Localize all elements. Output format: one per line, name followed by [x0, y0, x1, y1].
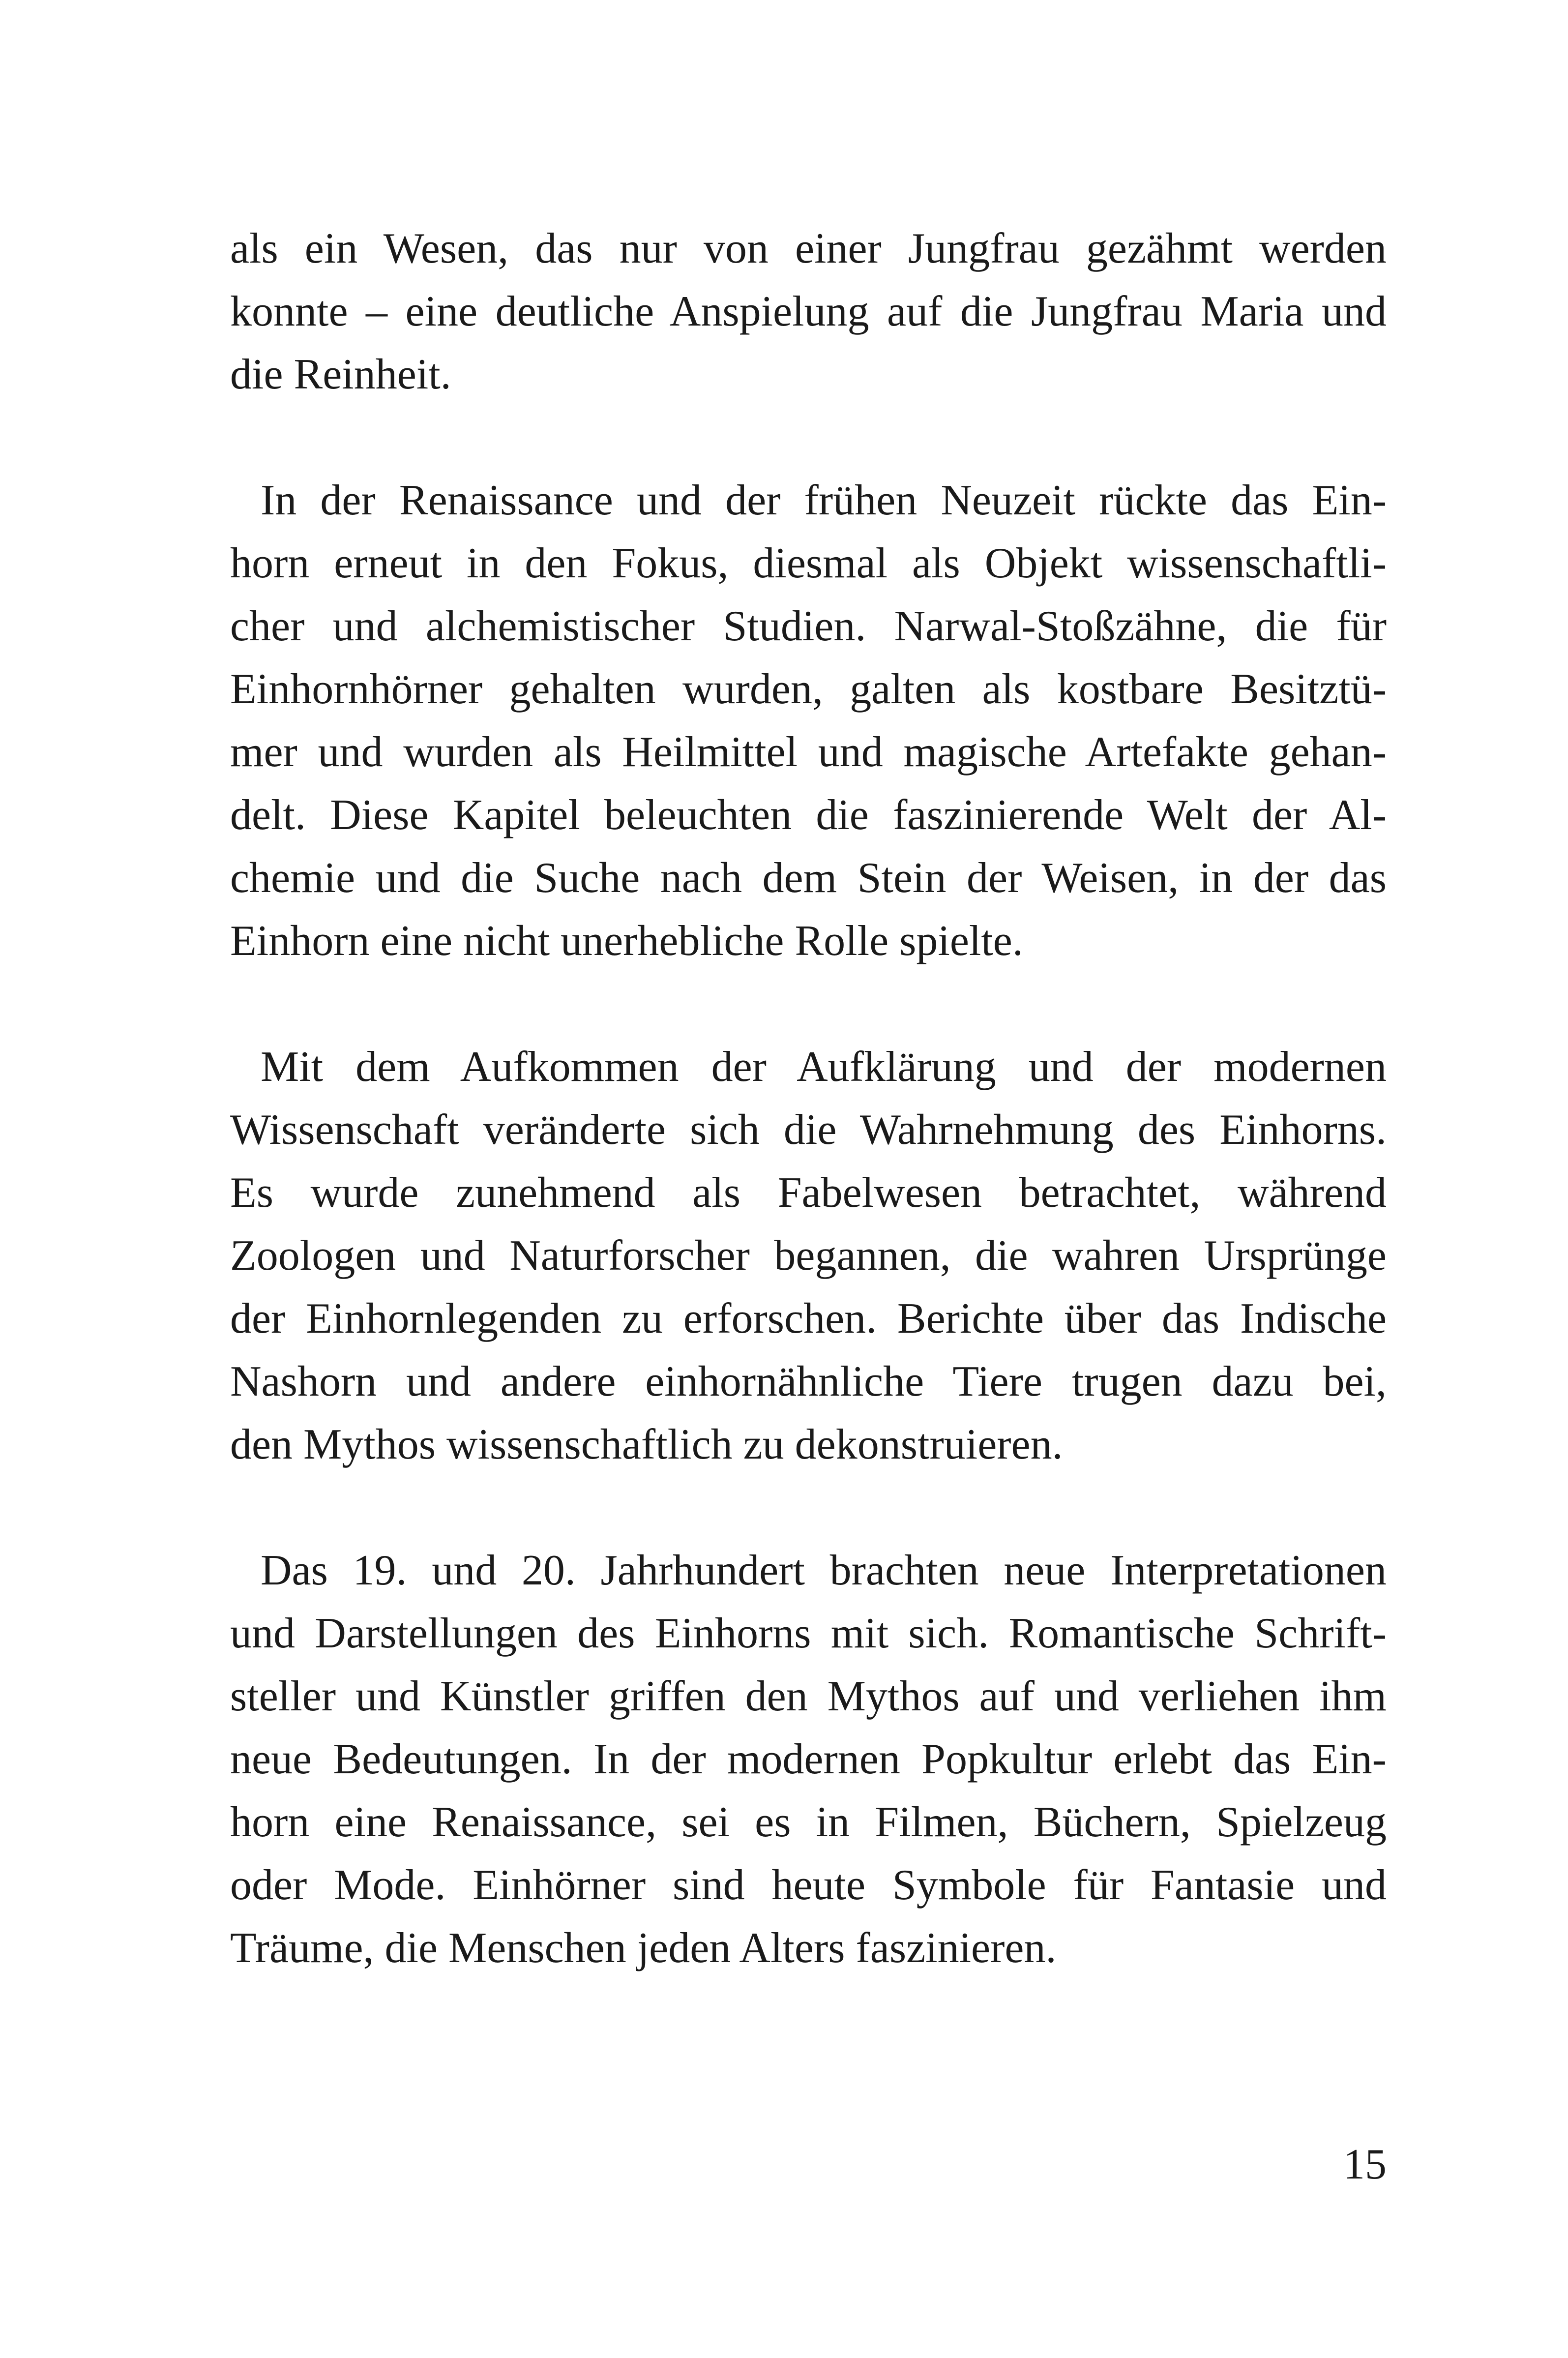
text-line: neue Bedeutungen. In der modernen Popkultur erlebt das Ein- [230, 1735, 1387, 1783]
paragraph-2 [230, 469, 1387, 973]
text-line: Es wurde zunehmend als Fabelwesen betrachtet, während [230, 1169, 1387, 1217]
text-line: der Einhornlegenden zu erforschen. Berichte über das Indische [230, 1295, 1387, 1343]
text-line: Zoologen und Naturforscher begannen, die wahren Ursprünge [230, 1232, 1387, 1280]
text-line: Träume, die Menschen jeden Alters faszinieren. [230, 1924, 1057, 1972]
text-line: steller und Künstler griffen den Mythos auf und verliehen ihm [230, 1672, 1387, 1720]
text-line: mer und wurden als Heilmittel und magische Artefakte gehan- [230, 728, 1387, 776]
text-line: In der Renaissance und der frühen Neuzeit rückte das Ein- [261, 477, 1387, 524]
text-line: Nashorn und andere einhornähnliche Tiere trugen dazu bei, [230, 1358, 1387, 1405]
paragraph-1 [230, 217, 1387, 406]
paragraph-4 [230, 1539, 1387, 1980]
body-text [230, 217, 1387, 1980]
text-line: Mit dem Aufkommen der Aufklärung und der modernen [261, 1043, 1387, 1091]
text-line: cher und alchemistischer Studien. Narwal-Stoßzähne, die für [230, 602, 1387, 650]
text-line: als ein Wesen, das nur von einer Jungfrau gezähmt werden [230, 225, 1387, 272]
text-line: delt. Diese Kapitel beleuchten die faszinierende Welt der Al- [230, 791, 1387, 839]
text-line: Einhorn eine nicht unerhebliche Rolle spielte. [230, 917, 1023, 965]
text-line: die Reinheit. [230, 351, 451, 398]
text-line: oder Mode. Einhörner sind heute Symbole für Fantasie und [230, 1861, 1387, 1909]
text-line: Einhornhörner gehalten wurden, galten als kostbare Besitztü- [230, 665, 1387, 713]
paragraph-spacer [230, 973, 1387, 1036]
text-line: Wissenschaft veränderte sich die Wahrnehmung des Einhorns. [230, 1106, 1387, 1154]
text-line: chemie und die Suche nach dem Stein der Weisen, in der das [230, 854, 1387, 902]
paragraph-3 [230, 1036, 1387, 1476]
text-line: horn erneut in den Fokus, diesmal als Objekt wissenschaftli- [230, 539, 1387, 587]
text-line: horn eine Renaissance, sei es in Filmen, Büchern, Spielzeug [230, 1798, 1387, 1846]
text-line: und Darstellungen des Einhorns mit sich. Romantische Schrift- [230, 1610, 1387, 1657]
text-line: den Mythos wissenschaftlich zu dekonstruieren. [230, 1421, 1063, 1468]
paragraph-spacer [230, 1476, 1387, 1539]
text-line: Das 19. und 20. Jahrhundert brachten neue Interpretationen [261, 1547, 1387, 1594]
page-number: 15 [1343, 2141, 1387, 2188]
paragraph-spacer [230, 406, 1387, 469]
text-line: konnte – eine deutliche Anspielung auf die Jungfrau Maria und [230, 288, 1387, 335]
